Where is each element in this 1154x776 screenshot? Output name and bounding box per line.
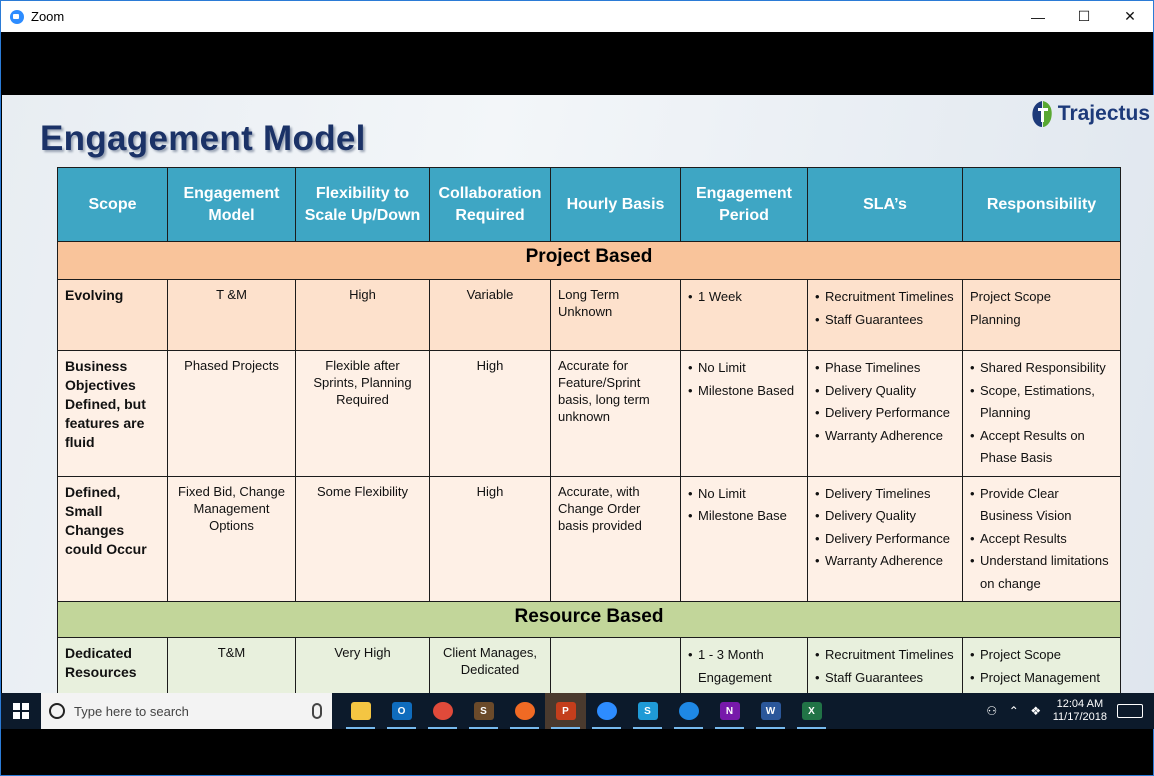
table-row [58,280,1121,351]
list-item: • Delivery Performance [815,402,955,425]
list-item: • Milestone Based [688,380,800,403]
minimize-button[interactable]: — [1031,8,1045,25]
cell-scope: Evolving [58,280,168,351]
list-item: • Milestone Base [688,505,800,528]
cell-model: Phased Projects [168,351,296,477]
taskbar-slack-button[interactable] [463,693,504,729]
list-item: • Phase Timelines [815,357,955,380]
header-engagement-model: Engagement Model [168,168,296,242]
cell-sla [808,351,963,477]
list-item: • Understand limitations on change [970,550,1113,595]
close-button[interactable]: ✕ [1124,8,1136,24]
list-item: • Recruitment Timelines [815,286,955,309]
cell-sla [808,638,963,694]
engagement-table [57,167,1121,693]
section-resource-based [58,602,1121,638]
shared-slide [2,95,1154,693]
list-item: • Delivery Quality [815,505,955,528]
clock-time: 12:04 AM [1056,698,1104,710]
start-button[interactable] [1,693,41,729]
header-collaboration: Collaboration Required [430,168,551,242]
excel-icon: X [802,702,822,720]
taskbar-onenote-button[interactable] [709,693,750,729]
clock-date: 11/17/2018 [1052,711,1107,723]
section-title: Resource Based [58,602,1121,638]
notifications-icon[interactable] [1117,704,1143,718]
header-responsibility: Responsibility [963,168,1121,242]
app-orange-icon [515,702,535,720]
list-item: • 1 - 3 Month Engagement [688,644,800,689]
search-placeholder: Type here to search [74,703,189,719]
cell-hourly: Accurate for Feature/Sprint basis, long term unknown [551,351,681,477]
list-item: • Scope, Estimations, Planning [970,380,1113,425]
cell-hourly: Accurate, with Change Order basis provided [551,476,681,602]
table-row [58,476,1121,602]
trajectus-logo-icon [1029,99,1055,129]
brand-name: Trajectus [1057,102,1150,125]
taskbar-app-blue-button[interactable] [668,693,709,729]
cell-responsibility [963,351,1121,477]
taskbar-apps [340,693,832,729]
cell-collaboration: Client Manages, Dedicated [430,638,551,694]
skype-icon: S [638,702,658,720]
list-item: • Project Scope [970,644,1113,667]
cell-scope: Dedicated Resources [58,638,168,694]
table-row [58,638,1121,694]
window-title: Zoom [31,9,65,24]
windows-taskbar [1,693,1154,729]
list-item: Planning [970,311,1021,327]
list-item: • Accept Results [970,528,1113,551]
cell-responsibility [963,476,1121,602]
cortana-icon [49,703,65,719]
brand-logo [1029,99,1150,129]
list-item: • Staff Guarantees [815,667,955,690]
slack-icon: S [474,702,494,720]
chevron-up-icon[interactable]: ⌃ [1008,704,1019,718]
list-item: • Staff Guarantees [815,309,955,332]
zoom-logo-icon [10,10,24,24]
cell-hourly [551,638,681,694]
list-item: • No Limit [688,357,800,380]
microphone-icon[interactable] [312,703,322,719]
list-item: • Provide Clear Business Vision [970,483,1113,528]
cell-flexibility: Very High [296,638,430,694]
taskbar-excel-button[interactable] [791,693,832,729]
cell-scope: Defined, Small Changes could Occur [58,476,168,602]
list-item: • Shared Responsibility [970,357,1113,380]
taskbar-app-orange-button[interactable] [504,693,545,729]
header-flexibility: Flexibility to Scale Up/Down [296,168,430,242]
people-icon[interactable]: ⚇ [986,704,998,718]
cell-period [681,351,808,477]
cell-period [681,476,808,602]
header-hourly-basis: Hourly Basis [551,168,681,242]
table-header-row [58,168,1121,242]
taskbar-file-explorer-button[interactable] [340,693,381,729]
header-engagement-period: Engagement Period [681,168,808,242]
onenote-icon: N [720,702,740,720]
cell-collaboration: Variable [430,280,551,351]
cell-responsibility [963,280,1121,351]
powerpoint-icon: P [556,702,576,720]
taskbar-zoom-button[interactable] [586,693,627,729]
list-item: • 1 Week [688,286,800,309]
section-project-based [58,242,1121,280]
taskbar-search[interactable] [41,693,332,729]
windows-logo-icon [13,703,29,719]
file-explorer-icon [351,702,371,720]
cell-flexibility: Flexible after Sprints, Planning Required [296,351,430,477]
system-tray [981,693,1154,729]
taskbar-chrome-button[interactable] [422,693,463,729]
header-sla: SLA’s [808,168,963,242]
list-item: • Delivery Performance [815,528,955,551]
app-blue-icon [679,702,699,720]
chrome-icon [433,702,453,720]
cell-flexibility: High [296,280,430,351]
window-controls [1015,1,1153,32]
list-item: Project Scope [970,289,1051,304]
list-item: • Delivery Quality [815,380,955,403]
list-item: • No Limit [688,483,800,506]
cell-hourly: Long Term Unknown [551,280,681,351]
taskbar-powerpoint-button[interactable] [545,693,586,729]
dropbox-icon[interactable]: ❖ [1030,704,1042,718]
taskbar-word-button[interactable] [750,693,791,729]
cell-period [681,638,808,694]
cell-sla [808,476,963,602]
cell-model: T &M [168,280,296,351]
section-title: Project Based [58,242,1121,280]
cell-period [681,280,808,351]
zoom-icon [597,702,617,720]
slide-title: Engagement Model [40,119,366,158]
word-icon: W [761,702,781,720]
list-item: • Warranty Adherence [815,425,955,448]
list-item: • Recruitment Timelines [815,644,955,667]
title-bar [1,1,1153,32]
list-item: • Project Management [970,667,1113,690]
taskbar-skype-button[interactable] [627,693,668,729]
cell-collaboration: High [430,476,551,602]
cell-flexibility: Some Flexibility [296,476,430,602]
list-item: • Warranty Adherence [815,550,955,573]
cell-model: T&M [168,638,296,694]
cell-sla [808,280,963,351]
list-item: • Delivery Timelines [815,483,955,506]
table-row [58,351,1121,477]
taskbar-outlook-button[interactable] [381,693,422,729]
outlook-icon: O [392,702,412,720]
header-scope: Scope [58,168,168,242]
cell-model: Fixed Bid, Change Management Options [168,476,296,602]
list-item: • Accept Results on Phase Basis [970,425,1113,470]
maximize-button[interactable]: ☐ [1077,8,1091,24]
clock[interactable] [1053,698,1107,724]
cell-responsibility [963,638,1121,694]
cell-collaboration: High [430,351,551,477]
cell-scope: Business Objectives Defined, but features are fluid [58,351,168,477]
